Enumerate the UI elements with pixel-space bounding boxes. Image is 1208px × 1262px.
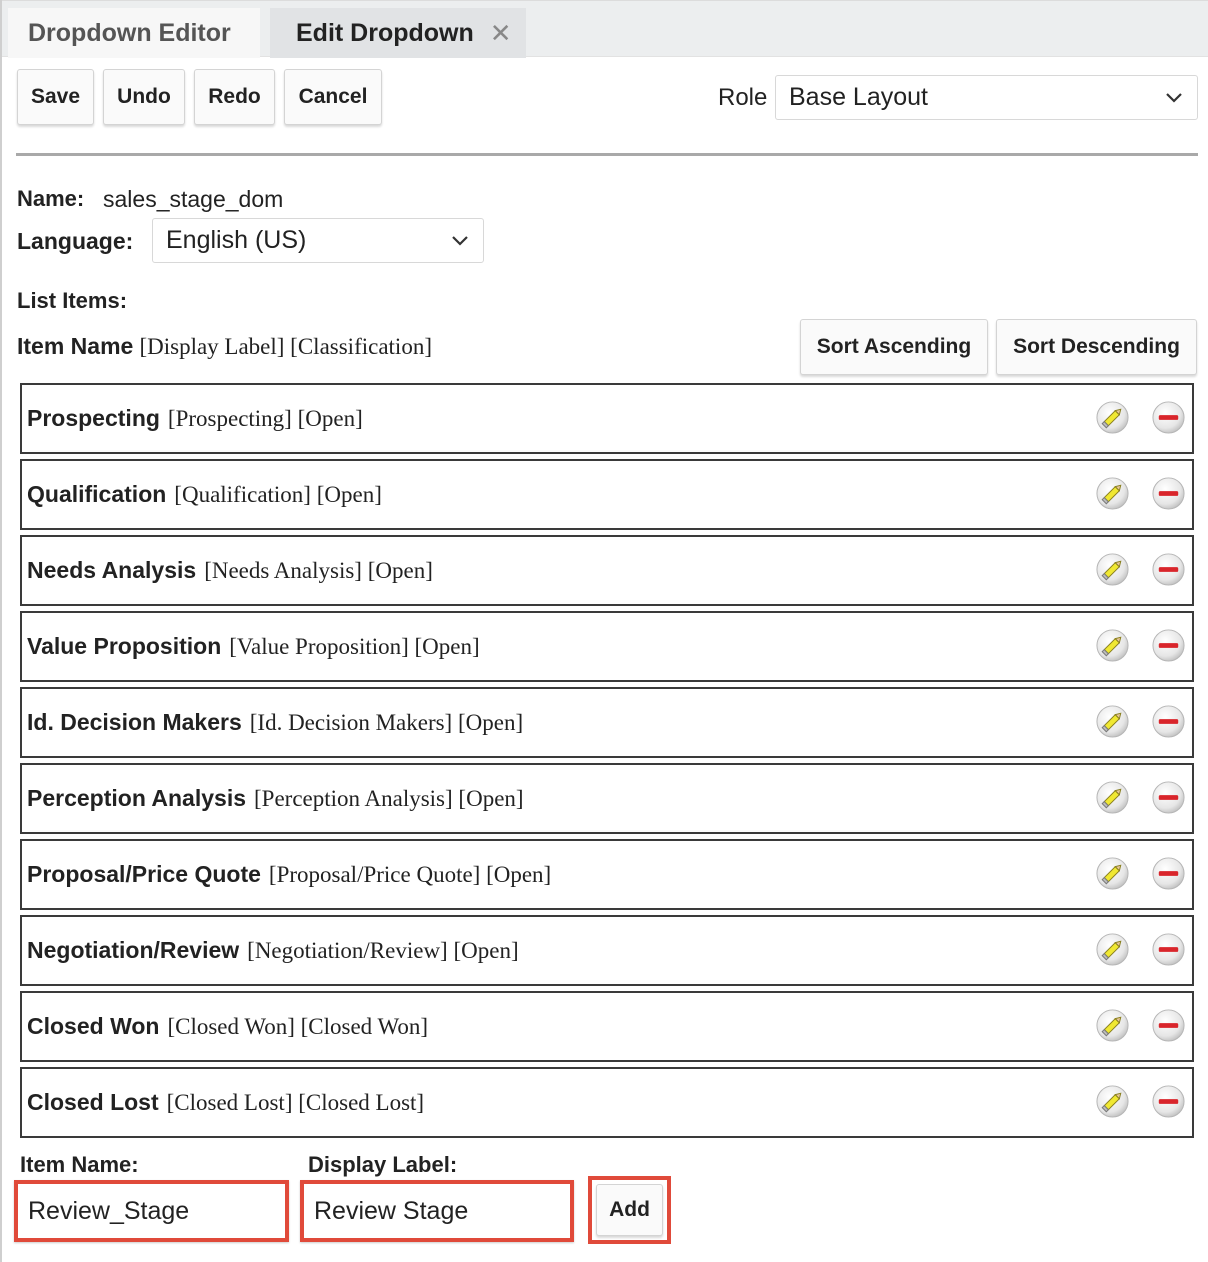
name-value: sales_stage_dom [103, 186, 284, 212]
item-meta: [Closed Lost] [Closed Lost] [166, 1089, 425, 1115]
tab-dropdown-editor[interactable] [8, 8, 260, 58]
minus-circle-icon[interactable] [1151, 704, 1186, 739]
pencil-icon[interactable] [1095, 704, 1130, 739]
role-select[interactable] [775, 75, 1198, 120]
item-name: Closed Lost [27, 1089, 159, 1115]
sort-descending-button[interactable]: Sort Descending [996, 319, 1197, 375]
add-button[interactable]: Add [596, 1184, 663, 1236]
list-header-item-name: Item Name [17, 333, 134, 359]
list-item[interactable] [20, 839, 1194, 910]
list-item[interactable] [20, 535, 1194, 606]
redo-button[interactable]: Redo [194, 69, 275, 125]
item-meta: [Needs Analysis] [Open] [204, 557, 433, 583]
item-meta: [Prospecting] [Open] [167, 405, 363, 431]
tab-label: Edit Dropdown [296, 18, 474, 47]
item-name-label: Item Name: [20, 1152, 139, 1177]
undo-button[interactable]: Undo [103, 69, 185, 125]
list-item[interactable] [20, 1067, 1194, 1138]
item-meta: [Negotiation/Review] [Open] [247, 937, 519, 963]
pencil-icon[interactable] [1095, 780, 1130, 815]
pencil-icon[interactable] [1095, 932, 1130, 967]
minus-circle-icon[interactable] [1151, 780, 1186, 815]
pencil-icon[interactable] [1095, 552, 1130, 587]
role-select-value: Base Layout [789, 83, 928, 111]
pencil-icon[interactable] [1095, 400, 1130, 435]
list-items-label: List Items: [17, 288, 128, 313]
list-item[interactable] [20, 459, 1194, 530]
role-label: Role [718, 84, 768, 111]
display-label-input[interactable] [300, 1180, 574, 1242]
item-meta: [Proposal/Price Quote] [Open] [268, 861, 552, 887]
item-name: Perception Analysis [27, 785, 247, 811]
item-name: Closed Won [27, 1013, 160, 1039]
dropdown-items-list [20, 383, 1194, 1143]
list-item[interactable] [20, 915, 1194, 986]
pencil-icon[interactable] [1095, 1084, 1130, 1119]
save-button[interactable]: Save [17, 69, 94, 125]
tab-edit-dropdown[interactable] [270, 8, 526, 58]
item-meta: [Id. Decision Makers] [Open] [249, 709, 524, 735]
item-name: Prospecting [27, 405, 160, 431]
pencil-icon[interactable] [1095, 1008, 1130, 1043]
item-name: Id. Decision Makers [27, 709, 242, 735]
minus-circle-icon[interactable] [1151, 400, 1186, 435]
close-icon[interactable]: ✕ [489, 17, 512, 48]
display-label-label: Display Label: [308, 1152, 458, 1177]
item-name: Qualification [27, 481, 167, 507]
pencil-icon[interactable] [1095, 628, 1130, 663]
list-item[interactable] [20, 763, 1194, 834]
list-item[interactable] [20, 611, 1194, 682]
sort-ascending-button[interactable]: Sort Ascending [800, 319, 988, 375]
item-meta: [Closed Won] [Closed Won] [167, 1013, 429, 1039]
divider [16, 153, 1198, 156]
window-left-border [0, 0, 2, 1262]
minus-circle-icon[interactable] [1151, 1084, 1186, 1119]
language-label: Language: [17, 228, 134, 254]
cancel-button[interactable]: Cancel [284, 69, 382, 125]
item-meta: [Value Proposition] [Open] [229, 633, 480, 659]
pencil-icon[interactable] [1095, 476, 1130, 511]
minus-circle-icon[interactable] [1151, 628, 1186, 663]
tab-label: Dropdown Editor [28, 18, 231, 47]
minus-circle-icon[interactable] [1151, 1008, 1186, 1043]
chevron-down-icon [1165, 90, 1183, 104]
pencil-icon[interactable] [1095, 856, 1130, 891]
item-name: Proposal/Price Quote [27, 861, 261, 887]
minus-circle-icon[interactable] [1151, 932, 1186, 967]
tab-bar [2, 1, 1208, 57]
item-meta: [Qualification] [Open] [174, 481, 382, 507]
list-item[interactable] [20, 991, 1194, 1062]
add-button-highlight [588, 1176, 671, 1244]
language-select-value: English (US) [166, 226, 307, 254]
list-header-columns: [Display Label] [Classification] [139, 334, 432, 359]
list-header [17, 333, 432, 360]
item-name: Negotiation/Review [27, 937, 240, 963]
minus-circle-icon[interactable] [1151, 552, 1186, 587]
list-item[interactable] [20, 687, 1194, 758]
item-name: Needs Analysis [27, 557, 197, 583]
item-name: Value Proposition [27, 633, 222, 659]
item-name-input[interactable] [14, 1180, 289, 1242]
name-label: Name: [17, 186, 85, 211]
minus-circle-icon[interactable] [1151, 476, 1186, 511]
minus-circle-icon[interactable] [1151, 856, 1186, 891]
language-select[interactable] [152, 218, 484, 263]
item-meta: [Perception Analysis] [Open] [254, 785, 524, 811]
chevron-down-icon [451, 233, 469, 247]
list-item[interactable] [20, 383, 1194, 454]
